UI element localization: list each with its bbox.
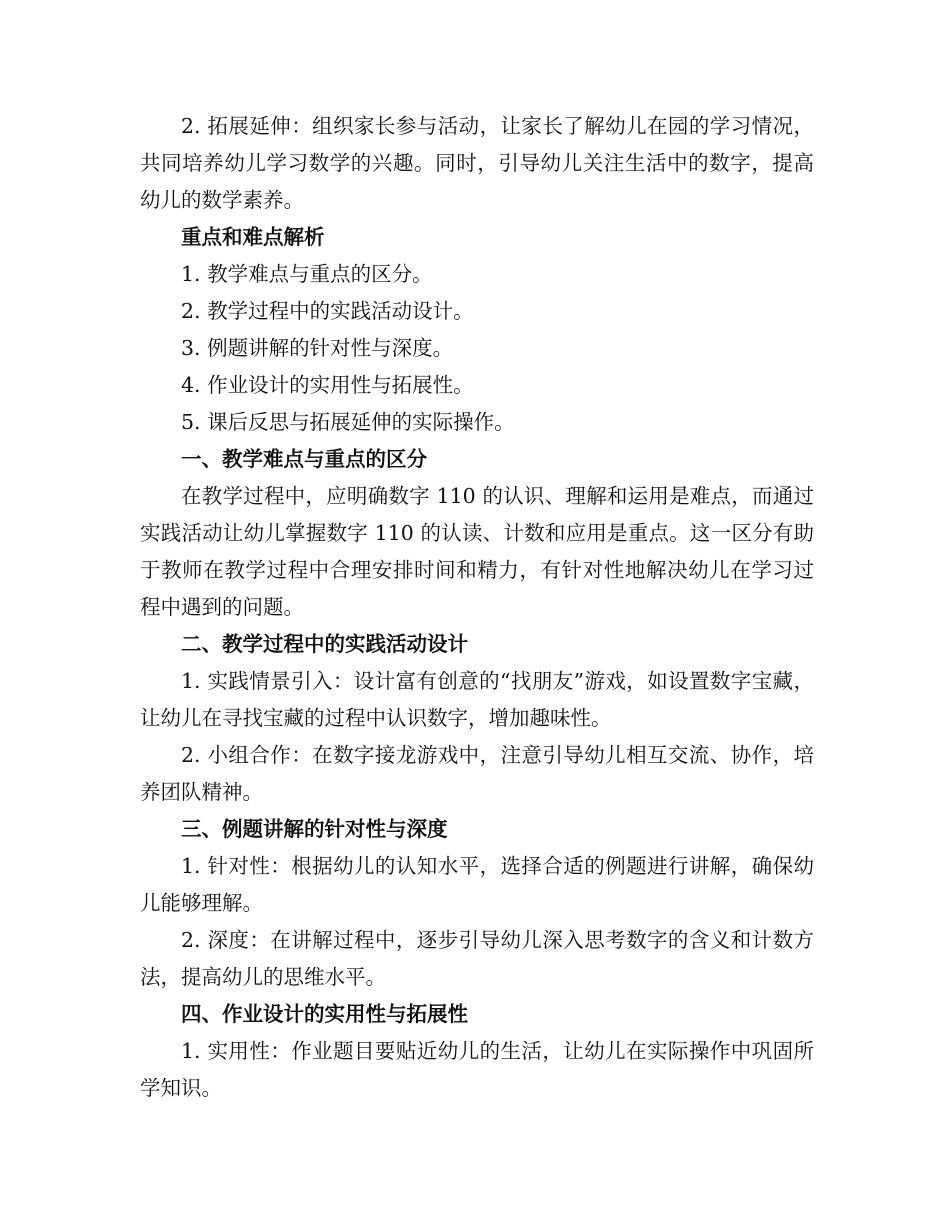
section-3-item-1: 1. 针对性：根据幼儿的认知水平，选择合适的例题进行讲解，确保幼儿能够理解。: [140, 854, 814, 915]
list-item-5: 5. 课后反思与拓展延伸的实际操作。: [181, 410, 515, 434]
list-item-3: 3. 例题讲解的针对性与深度。: [181, 336, 454, 360]
section-4-item-1: 1. 实用性：作业题目要贴近幼儿的生活，让幼儿在实际操作中巩固所学知识。: [140, 1039, 814, 1100]
list-item-2: 2. 教学过程中的实践活动设计。: [181, 299, 474, 323]
section-heading-3: 三、例题讲解的针对性与深度: [181, 817, 448, 841]
section-3-item-2: 2. 深度：在讲解过程中，逐步引导幼儿深入思考数字的含义和计数方法，提高幼儿的思维水平。: [140, 928, 814, 989]
section-heading-4: 四、作业设计的实用性与拓展性: [181, 1002, 468, 1026]
list-item-1: 1. 教学难点与重点的区分。: [181, 262, 433, 286]
paragraph-extension: 2. 拓展延伸：组织家长参与活动，让家长了解幼儿在园的学习情况，共同培养幼儿学习数学的兴趣。同时，引导幼儿关注生活中的数字，提高幼儿的数学素养。: [140, 114, 814, 212]
heading-key-difficult-points: 重点和难点解析: [181, 225, 325, 249]
section-heading-2: 二、教学过程中的实践活动设计: [181, 632, 468, 656]
section-1-paragraph: 在教学过程中，应明确数字 110 的认识、理解和运用是难点，而通过实践活动让幼儿掌握数字 110 的认读、计数和应用是重点。这一区分有助于教师在教学过程中合理安排时间和精力，有针对性地解决幼儿在学习过程中遇到的问题。: [140, 484, 814, 619]
section-heading-1: 一、教学难点与重点的区分: [181, 447, 427, 471]
section-2-item-1: 1. 实践情景引入：设计富有创意的“找朋友”游戏，如设置数字宝藏，让幼儿在寻找宝藏的过程中认识数字，增加趣味性。: [140, 669, 814, 730]
list-item-4: 4. 作业设计的实用性与拓展性。: [181, 373, 474, 397]
document-body: [140, 108, 814, 1107]
section-2-item-2: 2. 小组合作：在数字接龙游戏中，注意引导幼儿相互交流、协作，培养团队精神。: [140, 743, 814, 804]
